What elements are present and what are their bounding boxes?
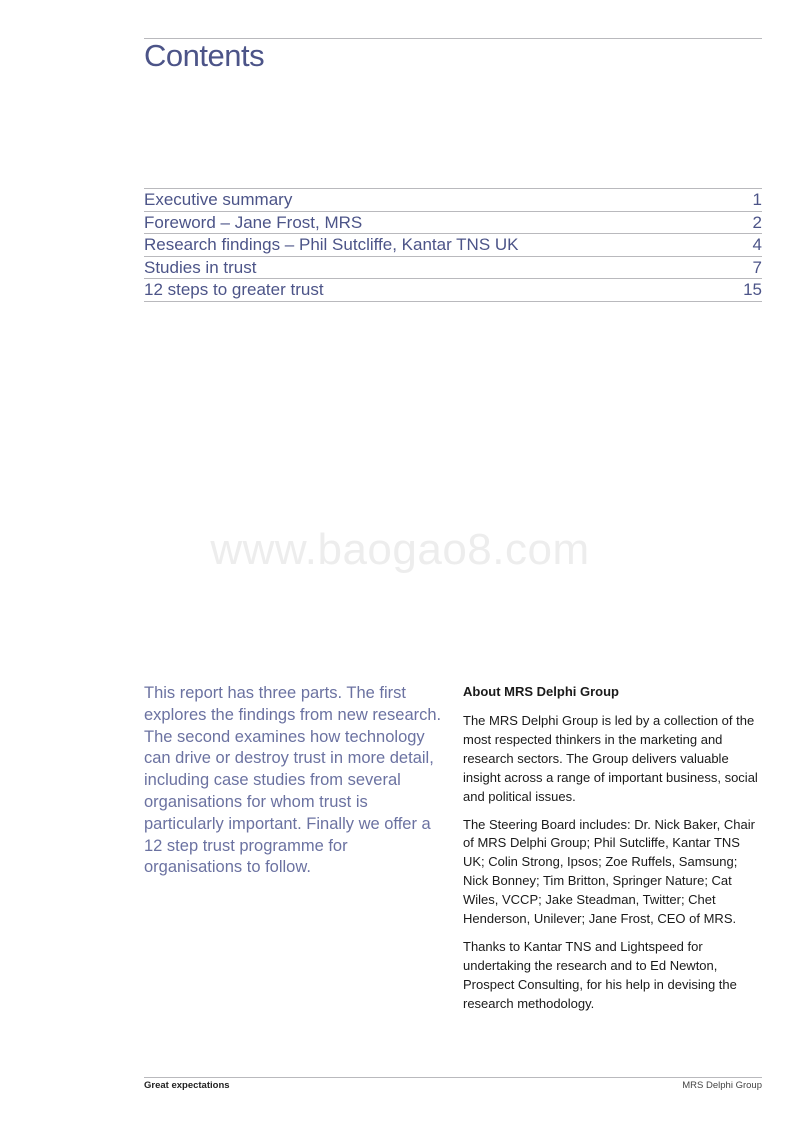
footer-report-title: Great expectations [144,1080,230,1091]
toc-entry-label: Studies in trust [144,257,257,277]
toc-entry-page: 1 [752,190,762,210]
toc-entry[interactable] [144,212,762,235]
toc-entry-label: Foreword – Jane Frost, MRS [144,212,363,232]
toc-entry-label: Research findings – Phil Sutcliffe, Kantar TNS UK [144,235,519,255]
toc-entry-page: 15 [743,280,762,300]
toc-entry[interactable] [144,234,762,257]
table-of-contents [144,188,762,302]
about-section [463,683,763,1023]
toc-entry-label: 12 steps to greater trust [144,280,324,300]
page-title: Contents [144,38,265,73]
about-paragraph: The MRS Delphi Group is led by a collection of the most respected thinkers in the marketing and research sectors. The Group delivers valuable insight across a range of important business, social and political issues. [463,713,758,804]
toc-entry-page: 2 [752,212,762,232]
toc-entry[interactable] [144,257,762,280]
watermark: www.baogao8.com [210,525,590,574]
footer-publisher: MRS Delphi Group [682,1080,762,1091]
footer-rule [144,1077,762,1078]
toc-entry[interactable] [144,279,762,302]
intro-text: This report has three parts. The first explores the findings from new research. The second examines how technology can drive or destroy trust in more detail, including case studies from several organisations for whom trust is particularly important. Finally we offer a 12 step trust programme for organisations to follow. [144,684,442,877]
toc-entry-label: Executive summary [144,190,293,210]
toc-entry[interactable] [144,188,762,212]
toc-entry-page: 7 [752,257,762,277]
about-paragraph: The Steering Board includes: Dr. Nick Baker, Chair of MRS Delphi Group; Phil Sutcliffe, Kantar TNS UK; Colin Strong, Ipsos; Zoe Ruffels, Samsung; Nick Bonney; Tim Britton, Springer Nature; Cat Wiles, VCCP; Jake Steadman, Twitter; Chet Henderson, Unilever; Jane Frost, CEO of MRS. [463,816,755,927]
about-heading: About MRS Delphi Group [463,684,619,699]
about-paragraph: Thanks to Kantar TNS and Lightspeed for undertaking the research and to Ed Newton, Prospect Consulting, for his help in devising the research methodology. [463,938,737,1011]
toc-entry-page: 4 [752,235,762,255]
